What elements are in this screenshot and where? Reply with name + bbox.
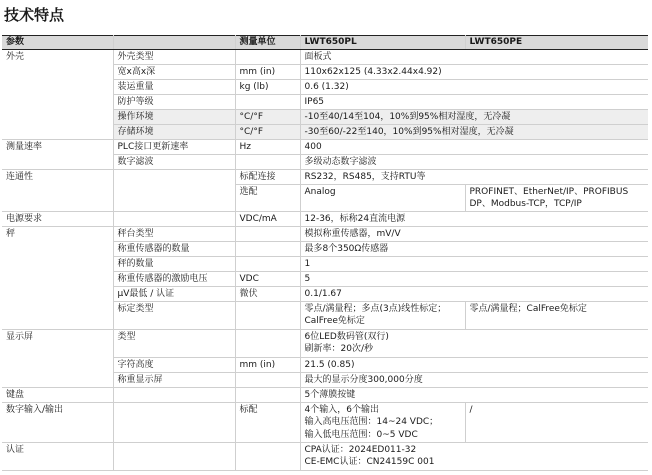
unit-protection-rating bbox=[235, 94, 300, 109]
header-lwt650pl: LWT650PL bbox=[300, 36, 465, 50]
param-operating-environment: 操作环境 bbox=[113, 109, 235, 124]
section-label-scale: 秤 bbox=[2, 226, 113, 329]
row-plc-update-rate bbox=[2, 139, 648, 154]
header-sub-param bbox=[113, 36, 235, 50]
value-pl-optional-connection: Analog bbox=[300, 184, 465, 211]
value-min-microvolt: 0.1/1.67 bbox=[300, 286, 648, 301]
unit-housing-type bbox=[235, 49, 300, 64]
header-lwt650pe: LWT650PE bbox=[465, 36, 648, 50]
table-header bbox=[2, 36, 648, 50]
param-plc-update-rate: PLC接口更新速率 bbox=[113, 139, 235, 154]
param-storage-environment: 存储环境 bbox=[113, 124, 235, 139]
param-min-microvolt: μV最低 / 认证 bbox=[113, 286, 235, 301]
param-housing-type: 外壳类型 bbox=[113, 49, 235, 64]
value-display-type: 6位LED数码管(双行) 刷新率：20次/秒 bbox=[300, 329, 648, 357]
header-unit: 测量单位 bbox=[235, 36, 300, 50]
section-label-digital-io: 数字输入/输出 bbox=[2, 402, 113, 442]
unit-min-microvolt: 微伏 bbox=[235, 286, 300, 301]
unit-excitation-voltage: VDC bbox=[235, 271, 300, 286]
param-scale-count: 秤的数量 bbox=[113, 256, 235, 271]
value-storage-environment: -30至60/-22至140，10%到95%相对湿度，无冷凝 bbox=[300, 124, 648, 139]
value-loadcell-count: 最多8个350Ω传感器 bbox=[300, 241, 648, 256]
unit-display-type bbox=[235, 329, 300, 357]
unit-plc-update-rate: Hz bbox=[235, 139, 300, 154]
value-pl-calibration-type: 零点/满量程；多点(3点)线性标定； CalFree免标定 bbox=[300, 301, 465, 329]
param-excitation-voltage: 称重传感器的激励电压 bbox=[113, 271, 235, 286]
param-protection-rating: 防护等级 bbox=[113, 94, 235, 109]
row-housing-type bbox=[2, 49, 648, 64]
row-display-type bbox=[2, 329, 648, 357]
row-digital-io bbox=[2, 402, 648, 442]
section-label-power: 电源要求 bbox=[2, 211, 113, 226]
unit-power: VDC/mA bbox=[235, 211, 300, 226]
unit-optional-connection: 选配 bbox=[235, 184, 300, 211]
unit-certification-empty bbox=[235, 442, 300, 470]
value-certification: CPA认证：2024ED011-32 CE-EMC认证：CN24159C 001 bbox=[300, 442, 648, 470]
spec-table bbox=[2, 35, 648, 471]
param-digital-io-empty bbox=[113, 402, 235, 442]
param-character-height: 字符高度 bbox=[113, 357, 235, 372]
value-pl-digital-io: 4个输入，6个输出 输入高电压范围：14~24 VDC； 输入低电压范围：0~5 VDC bbox=[300, 402, 465, 442]
header-param: 参数 bbox=[2, 36, 113, 50]
value-scale-count: 1 bbox=[300, 256, 648, 271]
unit-platform-type bbox=[235, 226, 300, 241]
param-display-type: 类型 bbox=[113, 329, 235, 357]
value-pe-digital-io: / bbox=[465, 402, 648, 442]
section-label-keypad: 键盘 bbox=[2, 387, 113, 402]
row-standard-connection bbox=[2, 169, 648, 184]
param-digital-filter: 数字滤波 bbox=[113, 154, 235, 169]
value-digital-filter: 多级动态数字滤波 bbox=[300, 154, 648, 169]
row-certification bbox=[2, 442, 648, 470]
value-plc-update-rate: 400 bbox=[300, 139, 648, 154]
value-protection-rating: IP65 bbox=[300, 94, 648, 109]
unit-storage-environment: °C/°F bbox=[235, 124, 300, 139]
section-label-display: 显示屏 bbox=[2, 329, 113, 387]
unit-character-height: mm (in) bbox=[235, 357, 300, 372]
unit-calibration-type bbox=[235, 301, 300, 329]
section-label-housing: 外壳 bbox=[2, 49, 113, 139]
value-excitation-voltage: 5 bbox=[300, 271, 648, 286]
row-platform-type bbox=[2, 226, 648, 241]
section-label-certification: 认证 bbox=[2, 442, 113, 470]
param-weight-display: 称重显示屏 bbox=[113, 372, 235, 387]
unit-scale-count bbox=[235, 256, 300, 271]
page-title: 技术特点 bbox=[4, 6, 65, 24]
value-operating-environment: -10至40/14至104，10%到95%相对湿度，无冷凝 bbox=[300, 109, 648, 124]
param-power-empty bbox=[113, 211, 235, 226]
unit-operating-environment: °C/°F bbox=[235, 109, 300, 124]
value-shipping-weight: 0.6 (1.32) bbox=[300, 79, 648, 94]
unit-digital-io: 标配 bbox=[235, 402, 300, 442]
row-keypad bbox=[2, 387, 648, 402]
value-dimensions: 110x62x125 (4.33x2.44x4.92) bbox=[300, 64, 648, 79]
param-dimensions: 宽x高x深 bbox=[113, 64, 235, 79]
row-power-requirement bbox=[2, 211, 648, 226]
param-shipping-weight: 装运重量 bbox=[113, 79, 235, 94]
value-weight-display: 最大的显示分度300,000分度 bbox=[300, 372, 648, 387]
param-platform-type: 秤台类型 bbox=[113, 226, 235, 241]
value-pe-optional-connection: PROFINET、EtherNet/IP、PROFIBUS DP、Modbus-TCP，TCP/IP bbox=[465, 184, 648, 211]
section-label-connectivity: 连通性 bbox=[2, 169, 113, 211]
section-label-measurement-rate: 测量速率 bbox=[2, 139, 113, 169]
value-keypad: 5个薄膜按键 bbox=[300, 387, 648, 402]
value-power: 12-36，标称24直流电源 bbox=[300, 211, 648, 226]
unit-keypad-empty bbox=[235, 387, 300, 402]
unit-standard-connection: 标配连接 bbox=[235, 169, 300, 184]
param-certification-empty bbox=[113, 442, 235, 470]
unit-digital-filter bbox=[235, 154, 300, 169]
unit-loadcell-count bbox=[235, 241, 300, 256]
value-housing-type: 面板式 bbox=[300, 49, 648, 64]
value-standard-connection: RS232，RS485，支持RTU等 bbox=[300, 169, 648, 184]
param-keypad-empty bbox=[113, 387, 235, 402]
unit-shipping-weight: kg (lb) bbox=[235, 79, 300, 94]
unit-weight-display bbox=[235, 372, 300, 387]
param-connectivity-empty bbox=[113, 169, 235, 211]
param-loadcell-count: 称重传感器的数量 bbox=[113, 241, 235, 256]
param-calibration-type: 标定类型 bbox=[113, 301, 235, 329]
unit-dimensions: mm (in) bbox=[235, 64, 300, 79]
value-platform-type: 模拟称重传感器，mV/V bbox=[300, 226, 648, 241]
value-character-height: 21.5 (0.85) bbox=[300, 357, 648, 372]
value-pe-calibration-type: 零点/满量程；CalFree免标定 bbox=[465, 301, 648, 329]
